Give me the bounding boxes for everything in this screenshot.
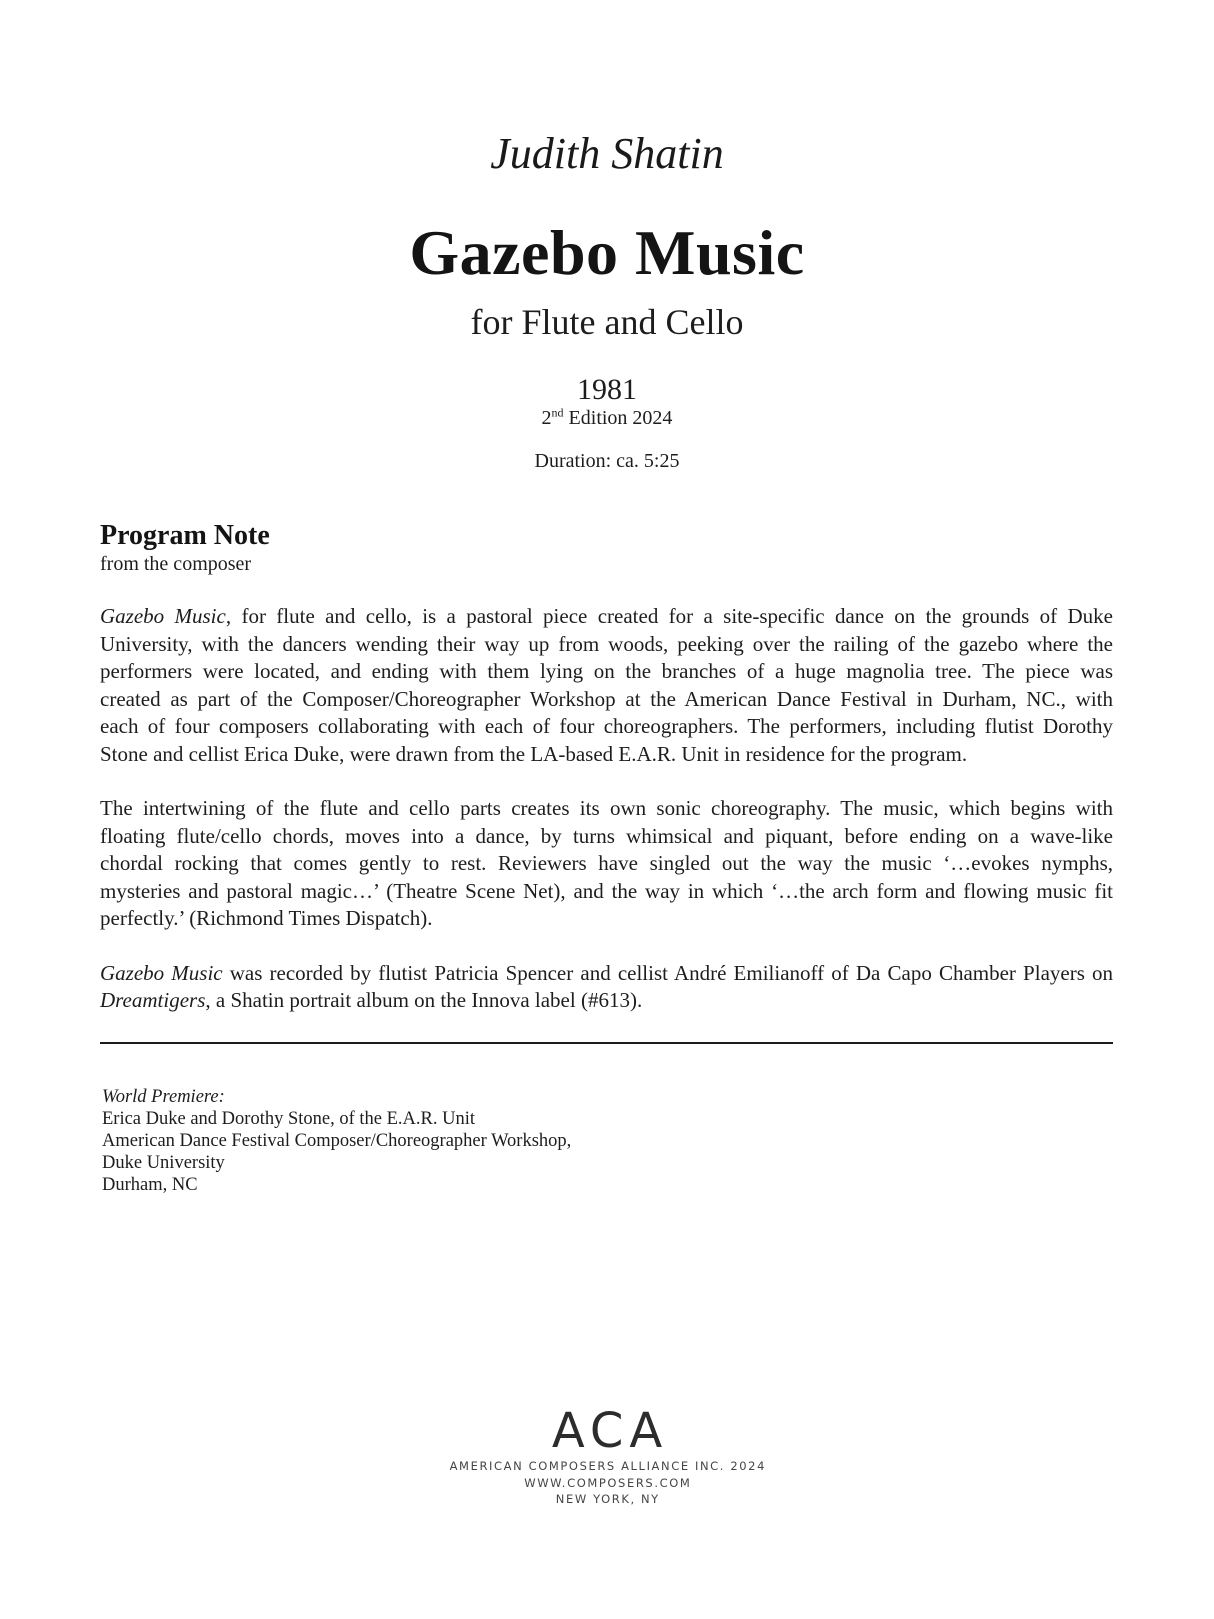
footer-line: WWW.COMPOSERS.COM: [524, 1475, 692, 1490]
program-note-paragraph-1: [100, 603, 1113, 768]
program-note-heading: Program Note: [100, 520, 270, 551]
text-line: each of four composers collaborating with each of four choreographers. The performers, including flutist Dorothy: [100, 714, 1113, 738]
edition-ordinal-suffix: nd: [551, 405, 564, 420]
text-line: created as part of the Composer/Choreographer Workshop at the American Dance Festival in Durham, NC., with: [100, 686, 1113, 711]
publisher-info: [0, 1458, 1214, 1508]
edition-number: 2: [541, 407, 552, 429]
composition-year: 1981: [577, 373, 637, 406]
text-line: Gazebo Music, for flute and cello, is a pastoral piece created for a site-specific dance on the grounds of Duke: [100, 604, 1113, 628]
text-line: Dreamtigers, a Shatin portrait album on the Innova label (#613).: [100, 988, 643, 1012]
text-line: Gazebo Music was recorded by flutist Patricia Spencer and cellist André Emilianoff of Da Capo Chamber Players on: [100, 960, 1113, 985]
footer-line: NEW YORK, NY: [555, 1492, 660, 1506]
duration-line: Duration: ca. 5:25: [534, 450, 680, 472]
program-note-attribution: from the composer: [100, 553, 252, 575]
text-line: University, with the dancers wending their way up from woods, peeking over the railing of the gazebo where the: [100, 631, 1113, 656]
instrumentation-subtitle: for Flute and Cello: [470, 302, 744, 342]
world-premiere-block: [102, 1086, 1002, 1196]
footer-line: AMERICAN COMPOSERS ALLIANCE INC. 2024: [449, 1459, 766, 1473]
text-line: mysteries and pastoral magic…’ (Theatre Scene Net), and the way in which ‘…the arch form and flowing music fit: [100, 878, 1113, 903]
text-line: Erica Duke and Dorothy Stone, of the E.A.R. Unit: [102, 1109, 476, 1129]
text-line: Stone and cellist Erica Duke, were drawn from the LA-based E.A.R. Unit in residence for the program.: [100, 741, 968, 766]
text-line: The intertwining of the flute and cello parts creates its own sonic choreography. The music, which begins with: [100, 796, 1113, 820]
text-line: floating flute/cello chords, moves into a dance, by turns whimsical and piquant, before ending on a wave-like: [100, 823, 1113, 848]
aca-logo: ACA: [551, 1403, 669, 1459]
program-note-paragraph-3: [100, 960, 1113, 1015]
text-line: performers were located, and ending with them lying on the branches of a huge magnolia tree. The piece was: [100, 659, 1113, 683]
work-title: Gazebo Music: [409, 217, 805, 288]
text-line: perfectly.’ (Richmond Times Dispatch).: [100, 906, 433, 930]
edition-line: [0, 406, 1214, 430]
program-note-paragraph-2: [100, 795, 1113, 933]
edition-text: Edition 2024: [563, 407, 673, 429]
text-line: World Premiere:: [102, 1087, 225, 1107]
divider-rule: [100, 1042, 1113, 1044]
composer-name: Judith Shatin: [490, 129, 724, 178]
text-line: Durham, NC: [102, 1175, 198, 1195]
text-line: Duke University: [102, 1153, 225, 1173]
program-note-section: [100, 520, 1113, 1015]
text-line: chordal rocking that comes gently to rest. Reviewers have singled out the way the music ‘…evokes nymphs,: [100, 851, 1113, 875]
text-line: American Dance Festival Composer/Choreographer Workshop,: [102, 1131, 572, 1151]
